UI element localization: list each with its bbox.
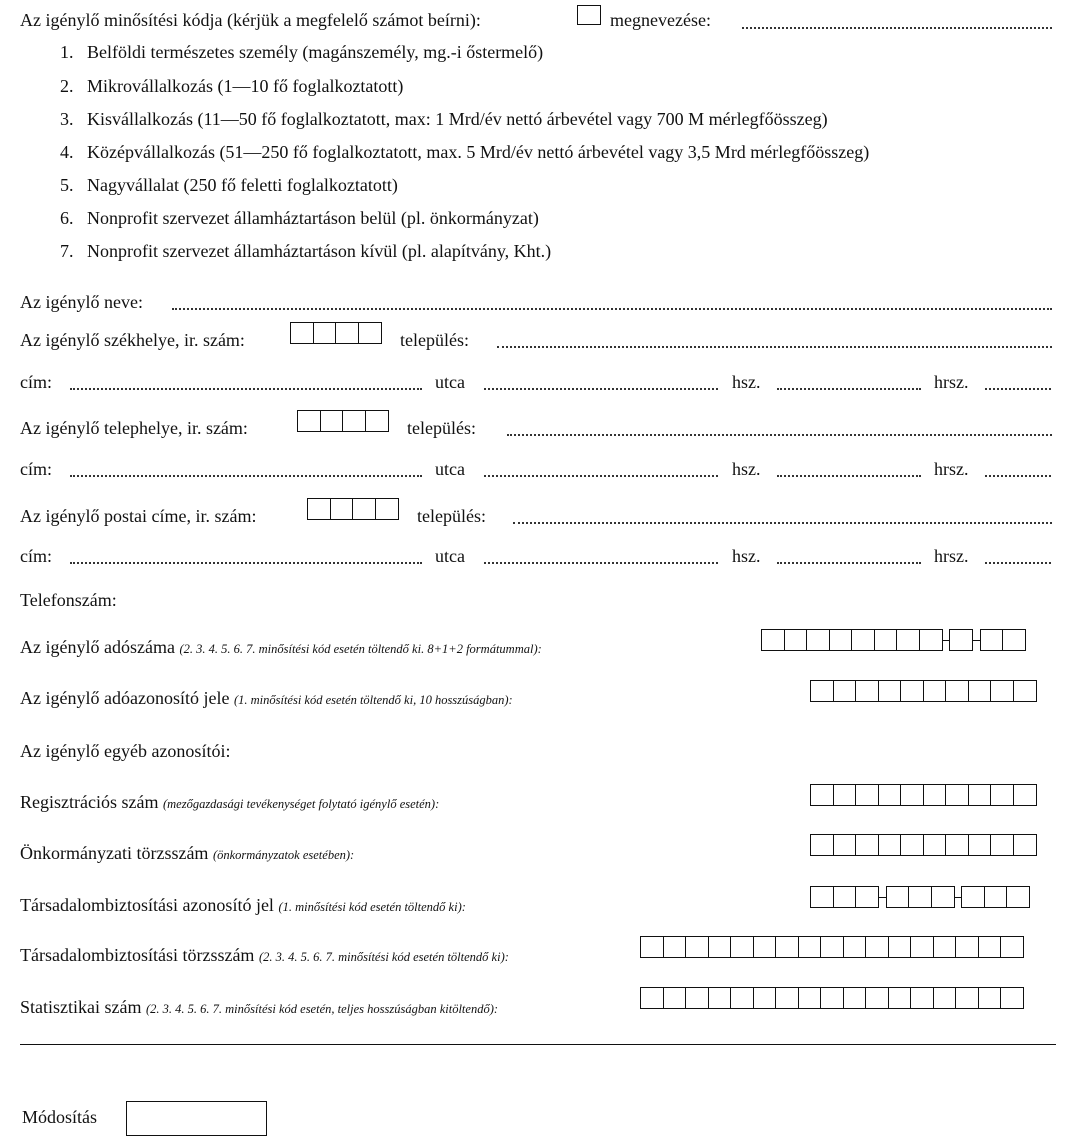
seat-house-field[interactable] (777, 388, 921, 390)
seat-zip-field[interactable] (290, 322, 382, 344)
municipal-number-note: (önkormányzatok esetében): (212, 848, 355, 862)
postal-house-label: hsz. (732, 546, 761, 566)
seat-address-label: cím: (20, 372, 52, 392)
site-address-field[interactable] (70, 475, 422, 477)
section-divider (20, 1044, 1056, 1045)
applicant-name-field[interactable] (172, 308, 1052, 310)
category-item-2: 2. Mikrovállalkozás (1—10 fő foglalkoztatott) (60, 76, 404, 96)
tax-id-label: Az igénylő adóazonosító jele (1. minősítési kód esetén töltendő ki, 10 hosszúságban): (20, 688, 513, 708)
postal-settlement-label: település: (417, 506, 486, 526)
social-security-register-note: (2. 3. 4. 5. 6. 7. minősítési kód esetén töltendő ki): (258, 950, 509, 964)
postal-lot-field[interactable] (985, 562, 1051, 564)
site-lot-label: hrsz. (934, 459, 969, 479)
modification-label: Módosítás (22, 1107, 98, 1127)
category-item-1: 1. Belföldi természetes személy (magánszemély, mg.-i őstermelő) (60, 42, 544, 62)
postal-label: Az igénylő postai címe, ir. szám: (20, 506, 257, 526)
tax-number-label: Az igénylő adószáma (2. 3. 4. 5. 6. 7. minősítési kód esetén töltendő ki. 8+1+2 formátummal): (20, 637, 542, 657)
site-zip-field[interactable] (297, 410, 389, 432)
postal-zip-field[interactable] (307, 498, 399, 520)
registration-number-field[interactable] (810, 784, 1037, 806)
postal-lot-label: hrsz. (934, 546, 969, 566)
seat-settlement-label: település: (400, 330, 469, 350)
phone-label: Telefonszám: (20, 590, 117, 610)
site-house-label: hsz. (732, 459, 761, 479)
designation-field[interactable] (742, 27, 1052, 29)
social-security-id-label: Társadalombiztosítási azonosító jel (1. minősítési kód esetén töltendő ki): (20, 895, 466, 915)
tax-id-note: (1. minősítési kód esetén töltendő ki, 10 hosszúságban): (233, 693, 513, 707)
other-ids-label: Az igénylő egyéb azonosítói: (20, 741, 231, 761)
category-item-6: 6. Nonprofit szervezet államháztartáson belül (pl. önkormányzat) (60, 208, 539, 228)
category-item-7: 7. Nonprofit szervezet államháztartáson kívül (pl. alapítvány, Kht.) (60, 241, 552, 261)
statistical-number-field[interactable] (640, 987, 1024, 1009)
seat-house-label: hsz. (732, 372, 761, 392)
site-house-field[interactable] (777, 475, 921, 477)
site-settlement-field[interactable] (507, 434, 1052, 436)
tax-number-field[interactable] (761, 629, 1026, 651)
modification-field[interactable] (126, 1101, 267, 1136)
category-item-5: 5. Nagyvállalat (250 fő feletti foglalkoztatott) (60, 175, 398, 195)
postal-house-field[interactable] (777, 562, 921, 564)
postal-street-field[interactable] (484, 562, 718, 564)
social-security-register-field[interactable] (640, 936, 1024, 958)
applicant-name-label: Az igénylő neve: (20, 292, 143, 312)
tax-id-field[interactable] (810, 680, 1037, 702)
site-settlement-label: település: (407, 418, 476, 438)
statistical-number-note: (2. 3. 4. 5. 6. 7. minősítési kód esetén, teljes hosszúságban kitöltendő): (145, 1002, 499, 1016)
registration-number-label: Regisztrációs szám (mezőgazdasági tevékenységet folytató igénylő esetén): (20, 792, 440, 812)
municipal-number-label: Önkormányzati törzsszám (önkormányzatok esetében): (20, 843, 355, 863)
qualification-code-label: Az igénylő minősítési kódja (kérjük a megfelelő számot beírni): (20, 10, 481, 30)
site-street-label: utca (435, 459, 465, 479)
qualification-code-field[interactable] (577, 5, 601, 25)
site-street-field[interactable] (484, 475, 718, 477)
seat-label: Az igénylő székhelye, ir. szám: (20, 330, 245, 350)
seat-lot-field[interactable] (985, 388, 1051, 390)
postal-settlement-field[interactable] (513, 522, 1052, 524)
municipal-number-field[interactable] (810, 834, 1037, 856)
social-security-id-field[interactable] (810, 886, 1030, 908)
seat-settlement-field[interactable] (497, 346, 1052, 348)
designation-label: megnevezése: (610, 10, 711, 30)
site-address-label: cím: (20, 459, 52, 479)
social-security-register-label: Társadalombiztosítási törzsszám (2. 3. 4. 5. 6. 7. minősítési kód esetén töltendő ki): (20, 945, 509, 965)
seat-address-field[interactable] (70, 388, 422, 390)
statistical-number-label: Statisztikai szám (2. 3. 4. 5. 6. 7. minősítési kód esetén, teljes hosszúságban kitöltendő): (20, 997, 499, 1017)
postal-address-field[interactable] (70, 562, 422, 564)
site-lot-field[interactable] (985, 475, 1051, 477)
category-item-4: 4. Középvállalkozás (51—250 fő foglalkoztatott, max. 5 Mrd/év nettó árbevétel vagy 3,5 Mrd mérlegfőösszeg) (60, 142, 870, 162)
postal-address-label: cím: (20, 546, 52, 566)
seat-lot-label: hrsz. (934, 372, 969, 392)
seat-street-label: utca (435, 372, 465, 392)
registration-number-note: (mezőgazdasági tevékenységet folytató igénylő esetén): (162, 797, 440, 811)
social-security-id-note: (1. minősítési kód esetén töltendő ki): (278, 900, 466, 914)
tax-number-note: (2. 3. 4. 5. 6. 7. minősítési kód esetén töltendő ki. 8+1+2 formátummal): (179, 642, 542, 656)
postal-street-label: utca (435, 546, 465, 566)
site-label: Az igénylő telephelye, ir. szám: (20, 418, 248, 438)
seat-street-field[interactable] (484, 388, 718, 390)
category-item-3: 3. Kisvállalkozás (11—50 fő foglalkoztatott, max: 1 Mrd/év nettó árbevétel vagy 700 M mérlegfőösszeg) (60, 109, 828, 129)
